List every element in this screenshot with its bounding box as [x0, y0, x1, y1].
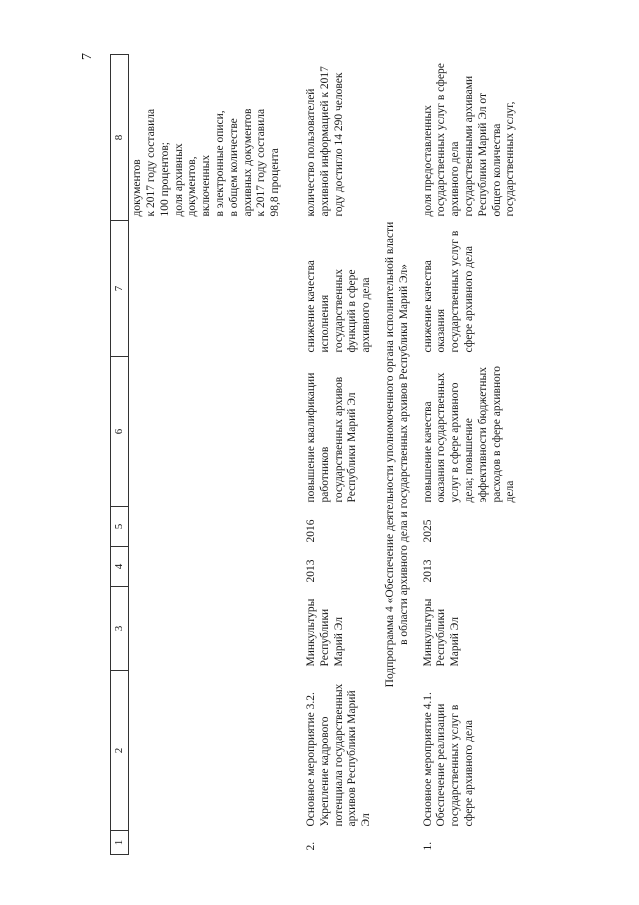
indicators: доля предоставленных государственных услуг в сфере архивного дела государственными архивами Республики Марий Эл от общего количества государственных услуг,	[421, 63, 517, 217]
measure-name: Основное мероприятие 4.1. Обеспечение реализации государственных услуг в сфере архивного дела	[421, 692, 475, 827]
row-number: 1.	[421, 841, 434, 851]
header-cell-2: 2	[111, 671, 129, 831]
rotated-table-page	[110, 55, 530, 855]
header-cell-1: 1	[111, 831, 129, 855]
end-year: 2025	[421, 519, 434, 543]
continuation-row	[129, 55, 285, 855]
measure-name: Основное мероприятие 3.2. Укрепление кадрового потенциала государственных архивов Республики Марий Эл	[304, 683, 373, 827]
table-row	[303, 55, 376, 855]
subprogram-heading-row	[376, 55, 420, 855]
expected-result: повышение качества оказания государственных услуг в сфере архивного дела; повышение эффективности бюджетных расходов в сфере архивного дела	[421, 365, 517, 503]
column-number-header	[111, 55, 129, 855]
executor: Минкультуры Республики Марий Эл	[304, 598, 345, 667]
row-number: 2.	[304, 841, 317, 851]
expected-result: повышение квалификации работников государственных архивов Республики Марий Эл	[304, 372, 359, 503]
program-table	[110, 54, 520, 855]
subprogram-title: Подпрограмма 4 «Обеспечение деятельности уполномоченного органа исполнительной власти в области архивного дела и государственных архивов Республики Марий Эл»	[383, 221, 410, 688]
non-implementation-consequences: снижение качества оказания государственных услуг в сфере архивного дела	[421, 230, 475, 353]
header-cell-7: 7	[111, 221, 129, 357]
header-cell-6: 6	[111, 357, 129, 507]
executor: Минкультуры Республики Марий Эл	[421, 598, 462, 667]
header-cell-5: 5	[111, 507, 129, 547]
header-cell-4: 4	[111, 547, 129, 587]
continuation-indicators: документов к 2017 году составила 100 процентов; доля архивных документов, включенных в электронные описи, в общем количестве архивных документов к 2017 году составила 98,8 процента	[131, 108, 282, 217]
non-implementation-consequences: снижение качества исполнения государственных функций в сфере архивного дела	[304, 260, 373, 353]
table-row	[420, 55, 521, 855]
end-year: 2016	[304, 519, 317, 543]
header-cell-3: 3	[111, 587, 129, 671]
page-number: 7	[80, 53, 95, 60]
header-cell-8: 8	[111, 55, 129, 221]
start-year: 2013	[304, 559, 317, 583]
start-year: 2013	[421, 559, 434, 583]
indicators: количество пользователей архивной информацией к 2017 году достигло 14 290 человек	[304, 66, 345, 217]
